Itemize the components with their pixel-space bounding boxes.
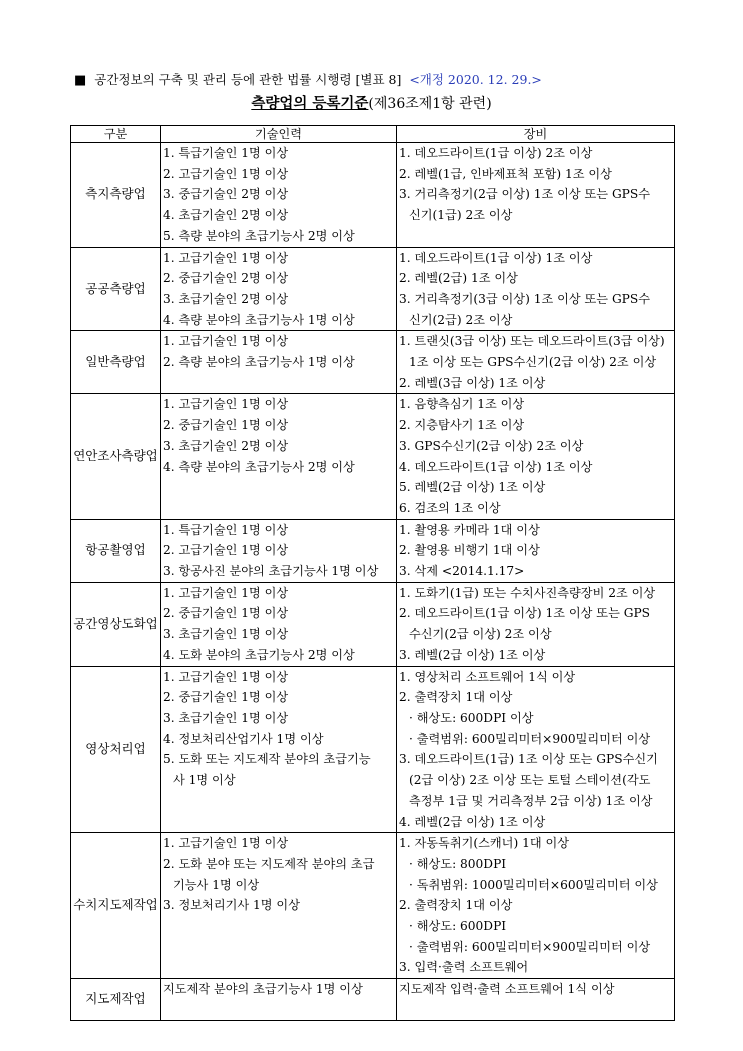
- equip-line: 2. 레벨(1급, 인바제표척 포함) 1조 이상: [399, 166, 612, 181]
- equip-line: · 해상도: 600DPI: [409, 919, 507, 934]
- page-title: [0, 92, 743, 113]
- equip-line: 1. 자동독취기(스캐너) 1대 이상: [399, 836, 570, 851]
- bullet-square-icon: ■: [74, 73, 87, 88]
- table-header-row: [71, 126, 675, 143]
- equip-line: 1. 음향측심기 1조 이상: [399, 397, 525, 412]
- tech-line: 1. 특급기술인 1명 이상: [163, 522, 289, 537]
- equip-cell: [397, 979, 675, 1021]
- header-equip: 장비: [397, 126, 675, 143]
- equip-line: 2. 지층탐사기 1조 이상: [399, 418, 525, 433]
- equip-line: 지도제작 입력·출력 소프트웨어 1식 이상: [399, 982, 615, 997]
- equip-line: 1. 데오드라이트(1급 이상) 2조 이상: [399, 146, 593, 160]
- equip-line: 4. 레벨(2급 이상) 1조 이상: [399, 814, 546, 829]
- tech-line: 2. 측량 분야의 초급기능사 1명 이상: [163, 355, 355, 370]
- equip-line: 1조 이상 또는 GPS수신기(2급 이상) 2조 이상: [409, 355, 657, 370]
- equip-line: 6. 검조의 1조 이상: [399, 500, 501, 515]
- equip-line: 3. 데오드라이트(1급) 1조 이상 또는 GPS수신기: [399, 752, 658, 767]
- equip-line: 신기(2급) 2조 이상: [409, 312, 513, 327]
- equip-cell: [397, 833, 675, 979]
- tech-line: 1. 고급기술인 1명 이상: [163, 836, 289, 851]
- tech-line: 2. 고급기술인 1명 이상: [163, 166, 289, 181]
- tech-line: 4. 측량 분야의 초급기능사 1명 이상: [163, 312, 355, 327]
- equip-cell: [397, 394, 675, 519]
- equip-line: 1. 트랜싯(3급 이상) 또는 데오드라이트(3급 이상): [399, 334, 665, 349]
- tech-cell: [161, 247, 397, 331]
- category-cell: 측지측량업: [71, 143, 161, 248]
- tech-line: 2. 중급기술인 2명 이상: [163, 271, 289, 286]
- tech-line: 사 1명 이상: [173, 773, 236, 788]
- tech-line: 3. 항공사진 분야의 초급기능사 1명 이상: [163, 564, 379, 579]
- tech-line: 3. 초급기술인 2명 이상: [163, 291, 289, 306]
- tech-line: 4. 정보처리산업기사 1명 이상: [163, 731, 324, 746]
- equip-line: · 해상도: 600DPI 이상: [409, 710, 534, 725]
- table-row: [71, 519, 675, 582]
- equip-line: 2. 레벨(2급) 1조 이상: [399, 271, 518, 286]
- tech-line: 2. 고급기술인 1명 이상: [163, 543, 289, 558]
- tech-line: 1. 특급기술인 1명 이상: [163, 146, 289, 160]
- tech-line: 3. 초급기술인 1명 이상: [163, 627, 289, 642]
- equip-line: 1. 영상처리 소프트웨어 1식 이상: [399, 669, 576, 684]
- tech-line: 4. 측량 분야의 초급기능사 2명 이상: [163, 459, 355, 474]
- registration-criteria-table: [70, 125, 675, 1021]
- tech-line: 4. 도화 분야의 초급기능사 2명 이상: [163, 647, 355, 662]
- equip-line: 2. 출력장치 1대 이상: [399, 898, 513, 913]
- equip-line: 2. 레벨(3급 이상) 1조 이상: [399, 375, 546, 390]
- table-row: [71, 979, 675, 1021]
- equip-line: · 출력범위: 600밀리미터×900밀리미터 이상: [409, 939, 651, 954]
- equip-cell: [397, 247, 675, 331]
- tech-line: 3. 초급기술인 2명 이상: [163, 438, 289, 453]
- tech-line: 1. 고급기술인 1명 이상: [163, 585, 289, 600]
- tech-line: 3. 정보처리기사 1명 이상: [163, 898, 300, 913]
- tech-line: 2. 중급기술인 1명 이상: [163, 418, 289, 433]
- equip-line: 수신기(2급 이상) 2조 이상: [409, 627, 552, 642]
- category-cell: 지도제작업: [71, 979, 161, 1021]
- equip-line: 1. 촬영용 카메라 1대 이상: [399, 522, 540, 537]
- category-cell: 항공촬영업: [71, 519, 161, 582]
- tech-cell: [161, 394, 397, 519]
- table-row: [71, 247, 675, 331]
- equip-line: 3. 입력·출력 소프트웨어: [399, 960, 529, 975]
- table-row: [71, 331, 675, 394]
- equip-cell: [397, 519, 675, 582]
- tech-line: 지도제작 분야의 초급기능사 1명 이상: [163, 982, 363, 997]
- category-cell: 공간영상도화업: [71, 582, 161, 666]
- equip-line: · 출력범위: 600밀리미터×900밀리미터 이상: [409, 731, 651, 746]
- equip-cell: [397, 582, 675, 666]
- tech-line: 3. 초급기술인 1명 이상: [163, 710, 289, 725]
- tech-cell: [161, 833, 397, 979]
- equip-line: 2. 촬영용 비행기 1대 이상: [399, 543, 540, 558]
- tech-line: 3. 중급기술인 2명 이상: [163, 187, 289, 202]
- equip-line: 신기(1급) 2조 이상: [409, 208, 513, 223]
- tech-line: 4. 초급기술인 2명 이상: [163, 208, 289, 223]
- title-sub: (제36조제1항 관련): [368, 96, 492, 112]
- header-category: 구분: [71, 126, 161, 143]
- category-cell: 연안조사측량업: [71, 394, 161, 519]
- equip-line: 3. 삭제 <2014.1.17>: [399, 564, 525, 579]
- tech-line: 2. 도화 분야 또는 지도제작 분야의 초급: [163, 856, 375, 871]
- equip-line: 1. 데오드라이트(1급 이상) 1조 이상: [399, 250, 593, 265]
- tech-line: 2. 중급기술인 1명 이상: [163, 606, 289, 621]
- equip-line: · 해상도: 800DPI: [409, 856, 507, 871]
- equip-line: 측정부 1급 및 거리측정부 2급 이상) 1조 이상: [409, 793, 653, 808]
- tech-cell: [161, 519, 397, 582]
- tech-cell: [161, 331, 397, 394]
- tech-cell: [161, 143, 397, 248]
- equip-line: 2. 데오드라이트(1급 이상) 1조 이상 또는 GPS: [399, 606, 650, 621]
- tech-cell: [161, 666, 397, 833]
- equip-line: 3. 거리측정기(2급 이상) 1조 이상 또는 GPS수: [399, 187, 650, 202]
- equip-cell: [397, 666, 675, 833]
- category-cell: 수치지도제작업: [71, 833, 161, 979]
- tech-line: 1. 고급기술인 1명 이상: [163, 250, 289, 265]
- tech-line: 1. 고급기술인 1명 이상: [163, 669, 289, 684]
- tech-line: 기능사 1명 이상: [173, 877, 260, 892]
- equip-line: 3. GPS수신기(2급 이상) 2조 이상: [399, 438, 584, 453]
- law-title: 공간정보의 구축 및 관리 등에 관한 법률 시행령 [별표 8]: [94, 72, 402, 87]
- amendment-date: <개정 2020. 12. 29.>: [409, 72, 542, 87]
- equip-cell: [397, 143, 675, 248]
- equip-line: 3. 거리측정기(3급 이상) 1조 이상 또는 GPS수: [399, 291, 650, 306]
- equip-line: 5. 레벨(2급 이상) 1조 이상: [399, 480, 546, 495]
- category-cell: 일반측량업: [71, 331, 161, 394]
- equip-line: 2. 출력장치 1대 이상: [399, 690, 513, 705]
- table-row: [71, 666, 675, 833]
- category-cell: 영상처리업: [71, 666, 161, 833]
- table-row: [71, 394, 675, 519]
- category-cell: 공공측량업: [71, 247, 161, 331]
- table-row: [71, 833, 675, 979]
- tech-cell: [161, 582, 397, 666]
- equip-line: 4. 데오드라이트(1급 이상) 1조 이상: [399, 459, 593, 474]
- document-header: [74, 70, 694, 88]
- title-main: 측량업의 등록기준: [251, 96, 369, 112]
- tech-line: 5. 측량 분야의 초급기능사 2명 이상: [163, 228, 355, 243]
- tech-line: 1. 고급기술인 1명 이상: [163, 397, 289, 412]
- table-row: [71, 582, 675, 666]
- table-row: [71, 143, 675, 248]
- equip-line: 1. 도화기(1급) 또는 수치사진측량장비 2조 이상: [399, 585, 656, 600]
- tech-line: 5. 도화 또는 지도제작 분야의 초급기능: [163, 752, 371, 767]
- equip-cell: [397, 331, 675, 394]
- equip-line: 3. 레벨(2급 이상) 1조 이상: [399, 647, 546, 662]
- tech-line: 2. 중급기술인 1명 이상: [163, 690, 289, 705]
- tech-line: 1. 고급기술인 1명 이상: [163, 334, 289, 349]
- header-tech: 기술인력: [161, 126, 397, 143]
- equip-line: · 독취범위: 1000밀리미터×600밀리미터 이상: [409, 877, 658, 892]
- tech-cell: [161, 979, 397, 1021]
- equip-line: (2급 이상) 2조 이상 또는 토털 스테이션(각도: [409, 773, 651, 788]
